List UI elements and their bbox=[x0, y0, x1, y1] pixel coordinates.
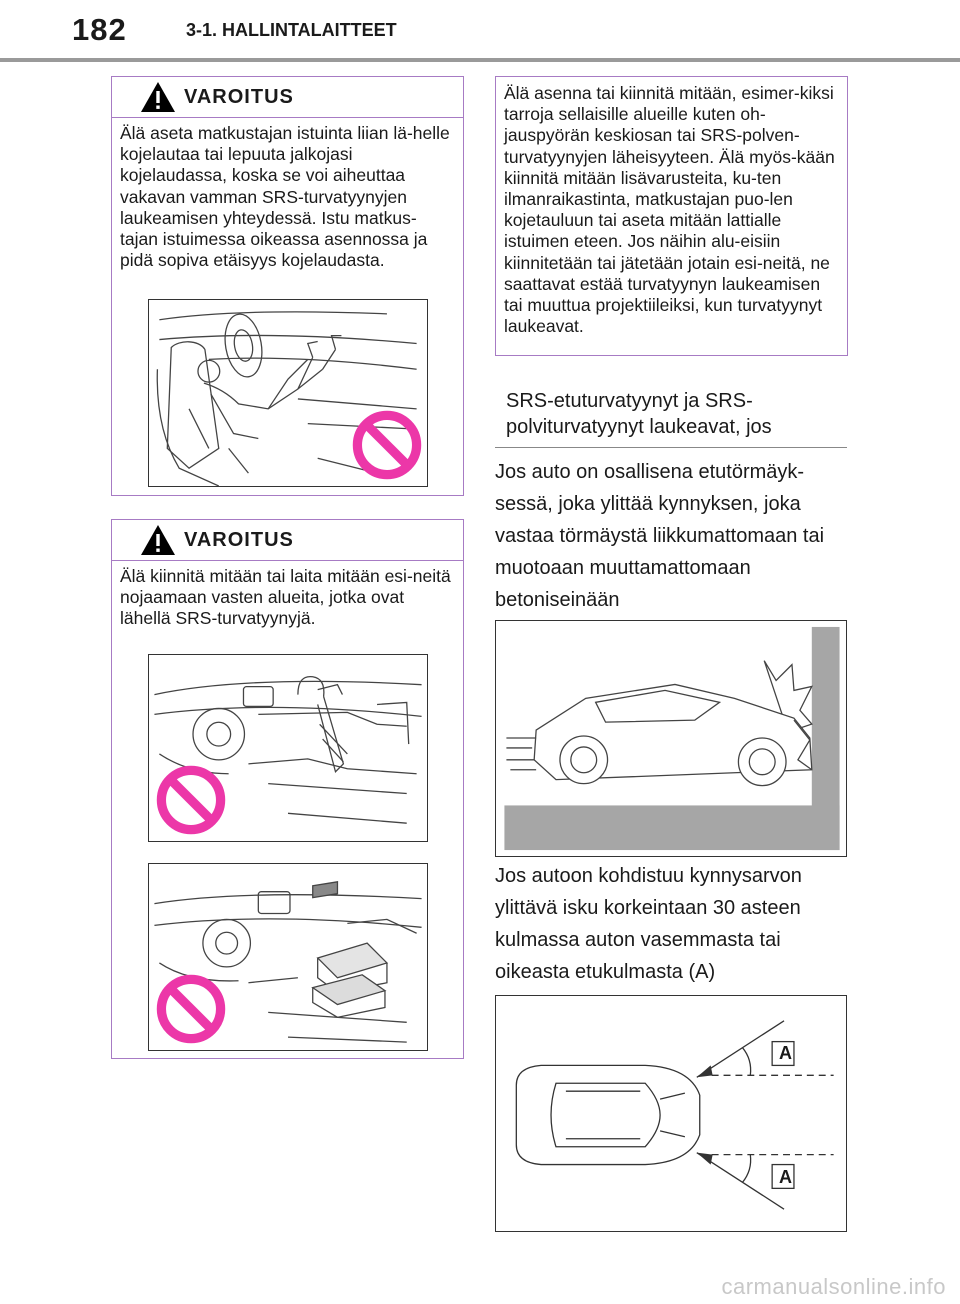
subheading bbox=[495, 382, 847, 448]
warning-box-continued bbox=[495, 76, 848, 356]
warning-box-airbag-objects bbox=[111, 519, 464, 1059]
illustration-car-top-view-impact-angles bbox=[495, 995, 847, 1232]
warning-triangle-icon bbox=[140, 524, 176, 556]
warning-text: Älä asenna tai kiinnitä mitään, esimer-kiksi tarroja sellaisille alueille kuten oh-jauspyörän keskiosan tai SRS-polven-turvatyynyjen läheisyyteen. Älä myös-kään kiinnitä mitään lisävarusteita, ku-ten ilmanraikastinta, matkustajan puo-len kojetauluun tai aseta mitään lattialle istuimen eteen. Jos näihin alu-eisiin kiinnitetään tai jätetään jotain esi-neitä, ne saattavat estää turvatyynyn laukeamisen tai muuttua projektiileiksi, kun turvatyynyt laukeavat. bbox=[504, 83, 835, 337]
warning-label: VAROITUS bbox=[184, 86, 294, 108]
warning-header bbox=[112, 77, 463, 118]
figure-label-a-upper: A bbox=[779, 1043, 792, 1063]
illustration-passenger-feet-on-dashboard bbox=[148, 299, 428, 487]
warning-triangle-icon bbox=[140, 81, 176, 113]
warning-label: VAROITUS bbox=[184, 529, 294, 551]
prohibition-icon bbox=[154, 763, 228, 837]
subheading-text: SRS-etuturvatyynyt ja SRS-polviturvatyynyt laukeavat, jos bbox=[506, 390, 772, 438]
page-header bbox=[0, 0, 960, 64]
illustration-car-hitting-wall bbox=[495, 620, 847, 857]
section-title: 3-1. HALLINTALAITTEET bbox=[186, 20, 397, 40]
page-number: 182 bbox=[72, 12, 127, 47]
prohibition-icon bbox=[350, 408, 424, 482]
figure-label-a-lower: A bbox=[779, 1167, 792, 1187]
illustration-umbrella-near-airbag bbox=[148, 654, 428, 842]
paragraph-frontal-collision: Jos auto on osallisena etutörmäyk-sessä, joka ylittää kynnyksen, joka vastaa törmäystä liikkumattomaan tai muotoaan muuttamattomaan betoniseinään bbox=[495, 461, 825, 611]
illustration-objects-on-dashboard bbox=[148, 863, 428, 1051]
watermark: carmanualsonline.info bbox=[721, 1274, 946, 1299]
warning-box-seat-distance bbox=[111, 76, 464, 496]
warning-text: Älä kiinnitä mitään tai laita mitään esi-neitä nojaamaan vasten alueita, jotka ovat lähellä SRS-turvatyynyjä. bbox=[120, 566, 451, 629]
paragraph-corner-impact: Jos autoon kohdistuu kynnysarvon ylittävä isku korkeintaan 30 asteen kulmassa auton vasemmasta tai oikeasta etukulmasta (A) bbox=[495, 865, 802, 983]
header-rule bbox=[0, 58, 960, 62]
prohibition-icon bbox=[154, 972, 228, 1046]
warning-text: Älä aseta matkustajan istuinta liian lä-helle kojelautaa tai lepuuta jalkojasi kojelaudassa, koska se voi aiheuttaa vakavan vamman SRS-turvatyynyjen laukeamisen yhteydessä. Istu matkus-tajan istuimessa oikeassa asennossa ja pidä sopiva etäisyys kojelaudasta. bbox=[120, 123, 450, 271]
warning-header bbox=[112, 520, 463, 561]
